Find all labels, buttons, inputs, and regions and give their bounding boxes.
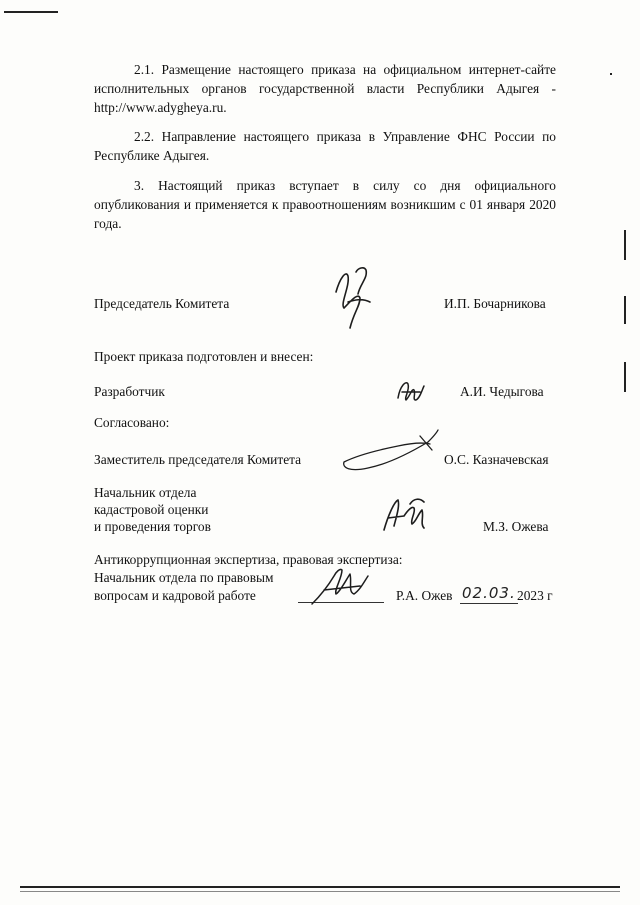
expertise-year: 2023 г: [517, 588, 553, 603]
deputy-name: О.С. Казначевская: [444, 452, 549, 467]
chairman-signature: [330, 262, 380, 334]
scan-top-line: [4, 11, 58, 13]
paragraph-2-2: [94, 127, 556, 165]
deputy-label: Заместитель председателя Комитета: [94, 452, 302, 467]
paragraph-2-1-text: 2.1. Размещение настоящего приказа на официальном интернет-сайте исполнительных органов государственной власти Республики Адыгея - http://www.adygheya.ru.: [94, 62, 556, 115]
scan-bottom-line-2: [20, 891, 620, 892]
expertise-handwritten-date: 02.03.: [462, 584, 516, 602]
head-signature: [380, 494, 430, 538]
developer-signature: [394, 376, 428, 406]
expertise-label-line-2: вопросам и кадровой работе: [94, 588, 256, 603]
paragraph-3: [94, 176, 556, 233]
deputy-signature: [338, 428, 442, 474]
head-label-line-3: и проведения торгов: [94, 519, 211, 534]
approved-heading: Согласовано:: [94, 415, 170, 430]
expertise-signature: [310, 560, 370, 606]
paragraph-2-1: [94, 60, 556, 117]
head-label-line-2: кадастровой оценки: [94, 502, 209, 517]
head-label-line-1: Начальник отдела: [94, 485, 197, 500]
paragraph-2-2-text: 2.2. Направление настоящего приказа в Управление ФНС России по Республике Адыгея.: [94, 129, 556, 163]
expertise-heading: Антикоррупционная экспертиза, правовая экспертиза:: [94, 552, 403, 567]
expertise-date-underline: [460, 603, 518, 604]
expertise-label-line-1: Начальник отдела по правовым: [94, 570, 274, 585]
scan-edge-mark-2: [624, 296, 626, 324]
scan-edge-mark-3: [624, 362, 626, 392]
paragraph-3-text: 3. Настоящий приказ вступает в силу со дня официального опубликования и применяется к правоотношениям возникшим с 01 января 2020 года.: [94, 178, 556, 231]
scan-bottom-line: [20, 886, 620, 888]
head-name: М.З. Ожева: [483, 519, 549, 534]
scan-edge-mark-1: [624, 230, 626, 260]
prepared-heading: Проект приказа подготовлен и внесен:: [94, 349, 314, 364]
expertise-name: Р.А. Ожев: [396, 588, 453, 603]
signatory-name: И.П. Бочарникова: [444, 296, 546, 311]
developer-name: А.И. Чедыгова: [460, 384, 544, 399]
developer-label: Разработчик: [94, 384, 165, 399]
signatory-position: Председатель Комитета: [94, 296, 230, 311]
scan-edge-dot: [610, 73, 612, 75]
